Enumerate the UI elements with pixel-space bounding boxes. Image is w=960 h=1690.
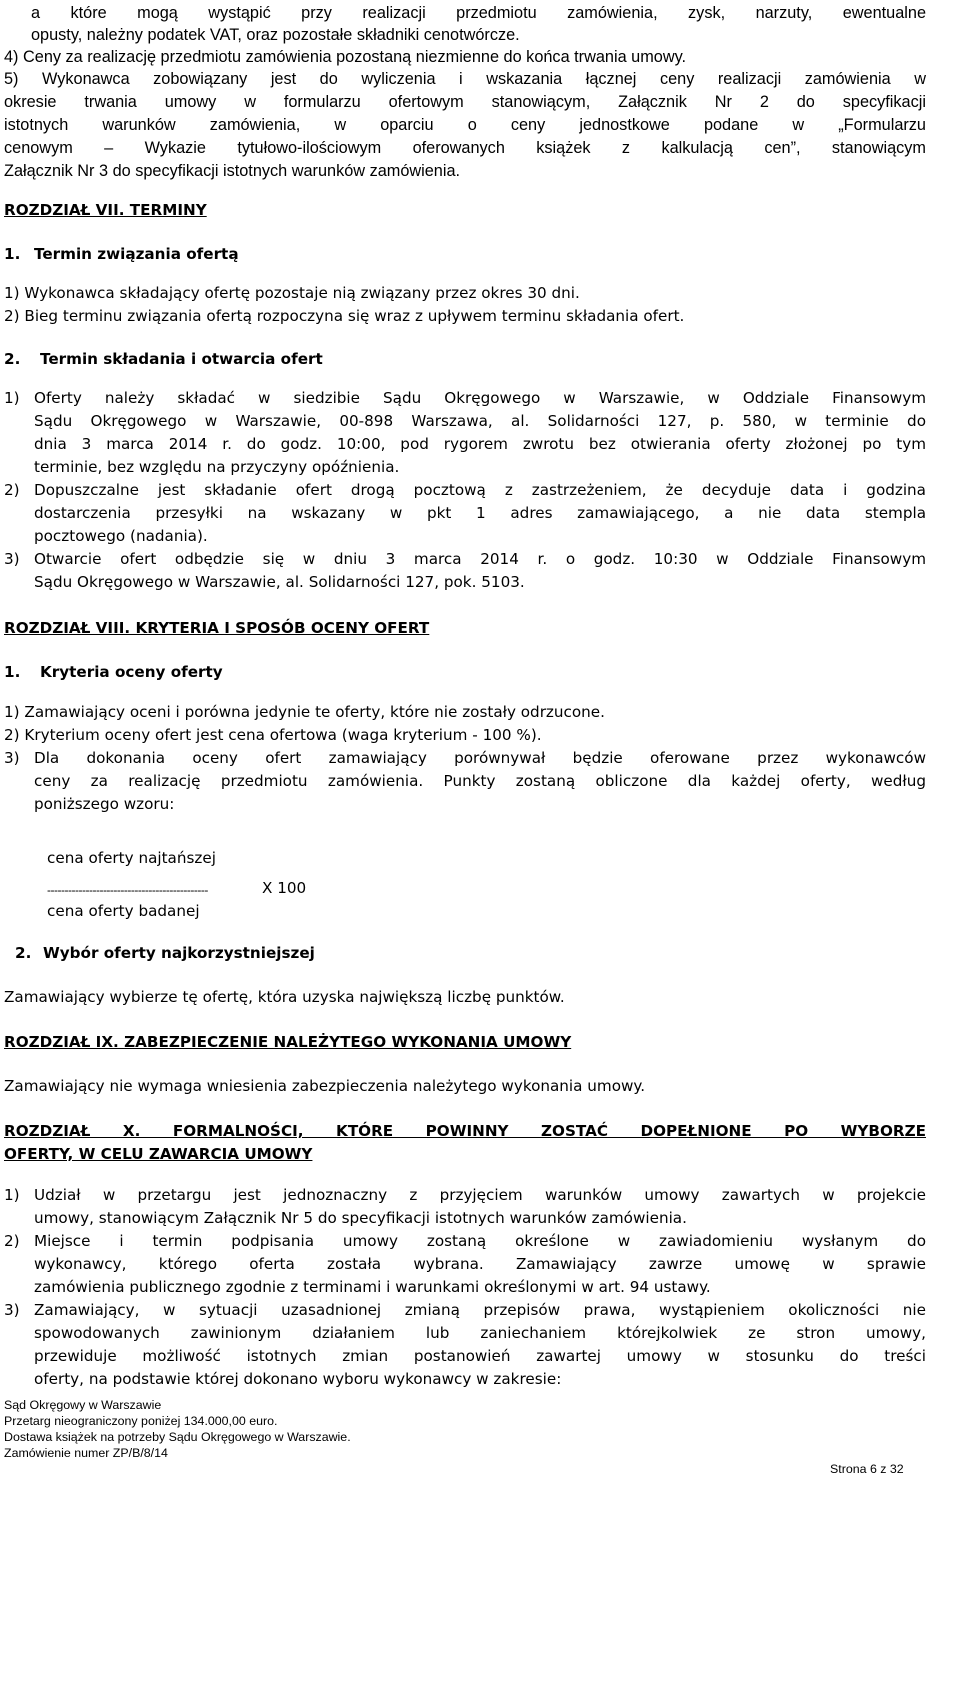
chapter-10-item-1-line: umowy, stanowiącym Załącznik Nr 5 do specyfikacji istotnych warunków zamówienia. xyxy=(34,1209,687,1227)
item-number: 2) xyxy=(4,481,20,499)
section-7-2-item-2-line: dostarczenia przesyłki na wskazany w pkt 1 adres zamawiającego, a nie data stempla xyxy=(34,504,926,522)
intro-line: a które mogą wystąpić przy realizacji przedmiotu zamówienia, zysk, narzuty, ewentualne xyxy=(31,4,926,22)
chapter-9-heading: ROZDZIAŁ IX. ZABEZPIECZENIE NALEŻYTEGO WYKONANIA UMOWY xyxy=(4,1033,572,1051)
section-7-2-item-1-line: Oferty należy składać w siedzibie Sądu Okręgowego w Warszawie, w Oddziale Finansowym xyxy=(34,389,926,407)
chapter-10-item-2-line: Miejsce i termin podpisania umowy zostaną określone w zawiadomieniu wysłanym do xyxy=(34,1232,926,1250)
section-8-1-item-3-line: Dla dokonania oceny ofert zamawiający porównywał będzie oferowane przez wykonawców xyxy=(34,749,926,767)
formula-divider: ---------------------------------------------- xyxy=(47,883,208,897)
section-8-1-item: 2) Kryterium oceny ofert jest cena ofertowa (waga kryterium - 100 %). xyxy=(4,726,542,744)
section-7-2-number: 2. xyxy=(4,350,21,368)
section-8-1-item-3-line: ceny za realizację przedmiotu zamówienia. Punkty zostaną obliczone dla każdej oferty, według xyxy=(34,772,926,790)
item-number: 1) xyxy=(4,389,20,407)
section-7-2-item-2-line: pocztowego (nadania). xyxy=(34,527,208,545)
chapter-10-item-2-line: wykonawcy, którego oferta została wybrana. Zamawiający zawrze umowę w sprawie xyxy=(34,1255,926,1273)
item-number: 3) xyxy=(4,1301,20,1319)
section-8-2-number: 2. xyxy=(15,944,32,962)
intro-item-5-line: 5) Wykonawca zobowiązany jest do wyliczenia i wskazania łącznej ceny realizacji zamówienia w xyxy=(4,70,926,88)
chapter-10-item-3-line: oferty, na podstawie której dokonano wyboru wykonawcy w zakresie: xyxy=(34,1370,562,1388)
chapter-8-heading: ROZDZIAŁ VIII. KRYTERIA I SPOSÓB OCENY OFERT xyxy=(4,619,430,637)
footer-order-number: Zamówienie numer ZP/B/8/14 xyxy=(4,1446,168,1460)
section-7-2-item-2-line: Dopuszczalne jest składanie ofert drogą pocztową z zastrzeżeniem, że decyduje data i godzina xyxy=(34,481,926,499)
section-8-1-item-3-line: poniższego wzoru: xyxy=(34,795,175,813)
chapter-7-heading: ROZDZIAŁ VII. TERMINY xyxy=(4,201,207,219)
section-8-1-item: 1) Zamawiający oceni i porówna jedynie te oferty, które nie zostały odrzucone. xyxy=(4,703,605,721)
intro-item-4: 4) Ceny za realizację przedmiotu zamówienia pozostaną niezmienne do końca trwania umowy. xyxy=(4,48,687,66)
footer-tender: Przetarg nieograniczony poniżej 134.000,00 euro. xyxy=(4,1414,278,1428)
section-8-2-title: Wybór oferty najkorzystniejszej xyxy=(43,944,315,962)
chapter-10-item-3-line: Zamawiający, w sytuacji uzasadnionej zmianą przepisów prawa, wystąpieniem okoliczności nie xyxy=(34,1301,926,1319)
footer-court: Sąd Okręgowy w Warszawie xyxy=(4,1398,162,1412)
footer-delivery: Dostawa książek na potrzeby Sądu Okręgowego w Warszawie. xyxy=(4,1430,351,1444)
section-8-2-text: Zamawiający wybierze tę ofertę, która uzyska największą liczbę punktów. xyxy=(4,988,565,1006)
section-8-1-number: 1. xyxy=(4,663,21,681)
chapter-10-item-3-line: spowodowanych zawinionym działaniem lub zaniechaniem którejkolwiek ze stron umowy, xyxy=(34,1324,926,1342)
section-7-2-item-3-line: Sądu Okręgowego w Warszawie, al. Solidarności 127, pok. 5103. xyxy=(34,573,525,591)
chapter-10-item-1-line: Udział w przetargu jest jednoznaczny z przyjęciem warunków umowy zawartych w projekcie xyxy=(34,1186,926,1204)
item-number: 2) xyxy=(4,1232,20,1250)
section-7-1-item: 2) Bieg terminu związania ofertą rozpoczyna się wraz z upływem terminu składania ofert. xyxy=(4,307,685,325)
section-7-2-item-1-line: terminie, bez względu na przyczyny opóźnienia. xyxy=(34,458,400,476)
section-7-1-title: Termin związania ofertą xyxy=(34,245,239,263)
item-number: 3) xyxy=(4,550,20,568)
section-7-2-item-1-line: dnia 3 marca 2014 r. do godz. 10:00, pod rygorem zwrotu bez otwierania oferty złożonej po tym xyxy=(34,435,926,453)
section-7-1-number: 1. xyxy=(4,245,21,263)
item-number: 1) xyxy=(4,1186,20,1204)
section-7-2-item-3-line: Otwarcie ofert odbędzie się w dniu 3 marca 2014 r. o godz. 10:30 w Oddziale Finansowym xyxy=(34,550,926,568)
chapter-10-heading-line: OFERTY, W CELU ZAWARCIA UMOWY xyxy=(4,1145,313,1163)
item-number: 3) xyxy=(4,749,20,767)
formula-denominator: cena oferty badanej xyxy=(47,902,200,920)
formula-numerator: cena oferty najtańszej xyxy=(47,849,216,867)
formula-multiplier: X 100 xyxy=(262,879,307,897)
section-7-2-title: Termin składania i otwarcia ofert xyxy=(40,350,323,368)
intro-item-5-line: cenowym – Wykazie tytułowo-ilościowym oferowanych książek z kalkulacją cen”, stanowiącym xyxy=(4,139,926,157)
intro-item-5-line: Załącznik Nr 3 do specyfikacji istotnych warunków zamówienia. xyxy=(4,162,461,180)
chapter-10-item-2-line: zamówienia publicznego zgodnie z terminami i warunkami określonymi w art. 94 ustawy. xyxy=(34,1278,711,1296)
chapter-9-text: Zamawiający nie wymaga wniesienia zabezpieczenia należytego wykonania umowy. xyxy=(4,1077,646,1095)
section-7-1-item: 1) Wykonawca składający ofertę pozostaje nią związany przez okres 30 dni. xyxy=(4,284,580,302)
intro-line: opusty, należny podatek VAT, oraz pozostałe składniki cenotwórcze. xyxy=(31,26,520,44)
intro-item-5-line: istotnych warunków zamówienia, w oparciu o ceny jednostkowe podane w „Formularzu xyxy=(4,116,926,134)
section-7-2-item-1-line: Sądu Okręgowego w Warszawie, 00-898 Warszawa, al. Solidarności 127, p. 580, w terminie do xyxy=(34,412,926,430)
section-8-1-title: Kryteria oceny oferty xyxy=(40,663,223,681)
chapter-10-item-3-line: przewiduje możliwość istotnych zmian postanowień zawartej umowy w stosunku do treści xyxy=(34,1347,926,1365)
chapter-10-heading-line: ROZDZIAŁ X. FORMALNOŚCI, KTÓRE POWINNY ZOSTAĆ DOPEŁNIONE PO WYBORZE xyxy=(4,1122,926,1140)
intro-item-5-line: okresie trwania umowy w formularzu ofertowym stanowiącym, Załącznik Nr 2 do specyfikacji xyxy=(4,93,926,111)
page-number: Strona 6 z 32 xyxy=(830,1462,904,1476)
